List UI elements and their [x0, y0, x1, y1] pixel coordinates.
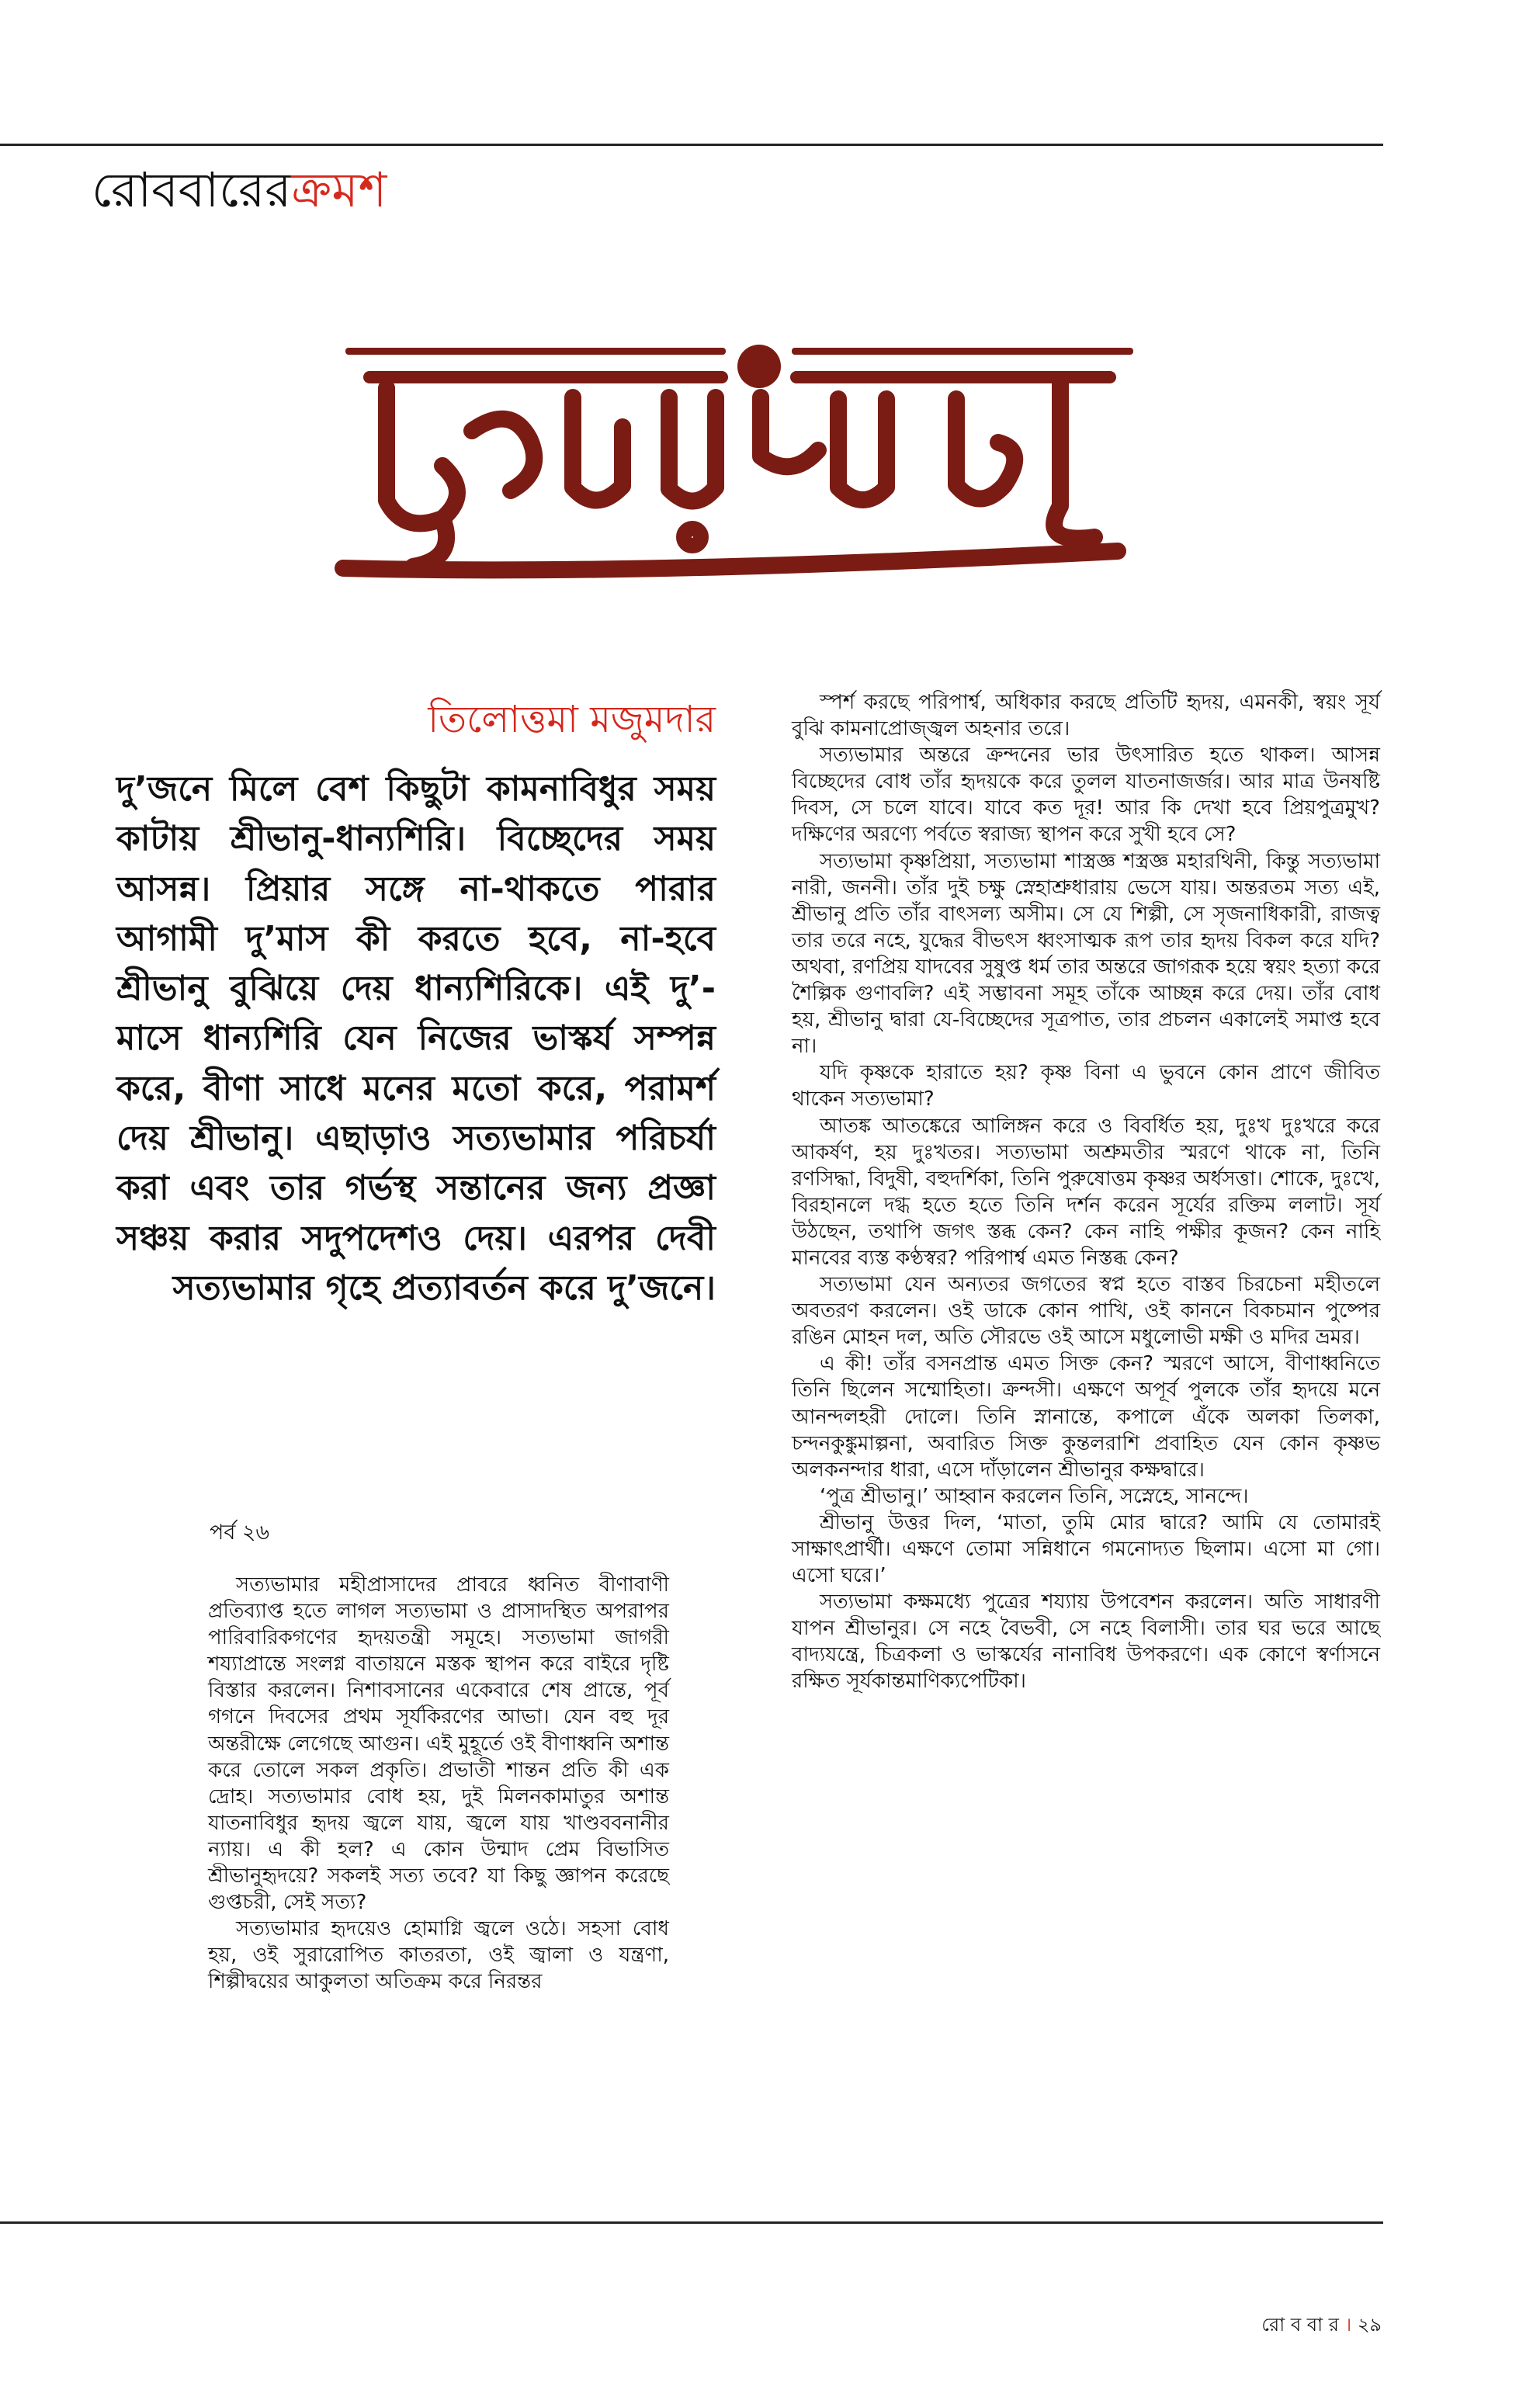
paragraph: সত্যভামা কৃষ্ণপ্রিয়া, সত্যভামা শাস্ত্রজ্ঞ শস্ত্রজ্ঞ মহারথিনী, কিন্তু সত্যভামা নারী, জননী। তাঁর দুই চক্ষু স্নেহাশ্রুধারায় ভেসে যায়। অন্তরতম সত্য এই, শ্রীভানু প্রতি তাঁর বাৎসল্য অসীম। সে যে শিল্পী, সে সৃজনাধিকারী, রাজত্ব তার তরে নহে, যুদ্ধের বীভৎস ধ্বংসাত্মক রূপ তার হৃদয় বিকল করে যদি? অথবা, রণপ্রিয় যাদবের সুষুপ্ত ধর্ম তার অন্তরে জাগরূক হয়ে স্বয়ং হত্যা করে শৈল্পিক গুণাবলি? এই সম্ভাবনা সমূহ তাঁকে আচ্ছন্ন করে দেয়। তাঁর বোধ হয়, শ্রীভানু দ্বারা যে-বিচ্ছেদের সূত্রপাত, তার প্রচলন একালেই সমাপ্ত হবে না। [792, 849, 1380, 1059]
paragraph: যদি কৃষ্ণকে হারাতে হয়? কৃষ্ণ বিনা এ ভুবনে কোন প্রাণে জীবিত থাকেন সত্যভামা? [792, 1061, 1380, 1112]
paragraph: আতঙ্ক আতঙ্কেরে আলিঙ্গন করে ও বিবর্ধিত হয়, দুঃখ দুঃখরে করে আকর্ষণ, হয় দুঃখতর। সত্যভামা অশ্রুমতীর স্মরণে থাকে না, তিনি রণসিদ্ধা, বিদুষী, বহুদর্শিকা, তিনি পুরুষোত্তম কৃষ্ণর অর্ধসত্তা। শোকে, দুঃখে, বিরহানলে দগ্ধ হতে হতে তিনি দর্শন করেন সূর্যের রক্তিম ললাট। সূর্য উঠছেন, তথাপি জগৎ স্তব্ধ কেন? কেন নাহি পক্ষীর কূজন? কেন নাহি মানবের ব্যস্ত কণ্ঠস্বর? পরিপার্শ্ব এমত নিস্তব্ধ কেন? [792, 1114, 1380, 1270]
bottom-rule [0, 2221, 1383, 2224]
page-number: ২৯ [1357, 2314, 1382, 2336]
paragraph: সত্যভামার হৃদয়েও হোমাগ্নি জ্বলে ওঠে। সহসা বোধ হয়, ওই সুরারোপিত কাতরতা, ওই জ্বালা ও যন্ত্রণা, শিল্পীদ্বয়ের আকুলতা অতিক্রম করে নিরন্তর [208, 1917, 669, 1994]
folio-separator: । [1338, 2314, 1358, 2336]
episode-number: পর্ব ২৬ [210, 1521, 270, 1545]
top-rule [0, 144, 1383, 146]
paragraph: এ কী! তাঁর বসনপ্রান্ত এমত সিক্ত কেন? স্মরণে আসে, বীণাধ্বনিতে তিনি ছিলেন সম্মোহিতা। ক্রন্দসী। এক্ষণে অপূর্ব পুলকে তাঁর হৃদয়ে মনে আনন্দলহরী দোলে। তিনি স্নানান্তে, কপালে এঁকে অলকা তিলকা, চন্দনকুঙ্কুমাল্পনা, অবারিত সিক্ত কুন্তলরাশি প্রবাহিত যেন কোন কৃষ্ণভ অলকনন্দার ধারা, এসে দাঁড়ালেন শ্রীভানুর কক্ষদ্বারে। [792, 1352, 1380, 1482]
paragraph: সত্যভামা কক্ষমধ্যে পুত্রের শয্যায় উপবেশন করলেন। অতি সাধারণী যাপন শ্রীভানুর। সে নহে বৈভবী, সে নহে বিলাসী। তার ঘর ভরে আছে বাদ্যযন্ত্রে, চিত্রকলা ও ভাস্কর্যের নানাবিধ উপকরণে। এক কোণে স্বর্ণাসনে রক্ষিত সূর্যকান্তমাণিক্যপেটিকা। [792, 1590, 1380, 1694]
magazine-name: রো ব বা র [1261, 2314, 1339, 2336]
author-name: তিলোত্তমা মজুমদার [428, 698, 716, 741]
section-prefix: রোববারের [92, 161, 292, 218]
section-label [92, 159, 387, 221]
paragraph: শ্রীভানু উত্তর দিল, ‘মাতা, তুমি মোর দ্বারে? আমি যে তোমারই সাক্ষাৎপ্রার্থী। এক্ষণে তোমা সন্নিধানে গমনোদ্যত ছিলাম। এসো মা গো। এসো ঘরে।’ [792, 1510, 1380, 1588]
paragraph: সত্যভামার মহীপ্রাসাদের প্রাবরে ধ্বনিত বীণাবাণী প্রতিব্যাপ্ত হতে লাগল সত্যভামা ও প্রাসাদস্থিত অপরাপর পারিবারিকগণের হৃদয়তন্ত্রী সমূহে। সত্যভামা জাগরী শয্যাপ্রান্তে সংলগ্ন বাতায়নে মস্তক স্থাপন করে বাইরে দৃষ্টি বিস্তার করলেন। নিশাবসানের একেবারে শেষ প্রান্তে, পূর্ব গগনে দিবসের প্রথম সূর্যকিরণের আভা। যেন বহু দূর অন্তরীক্ষে লেগেছে আগুন। এই মুহূর্তে ওই বীণাধ্বনি অশান্ত করে তোলে সকল প্রকৃতি। প্রভাতী শান্তন প্রতি কী এক দ্রোহ। সত্যভামার বোধ হয়, দুই মিলনকামাতুর অশান্ত যাতনাবিধুর হৃদয় জ্বলে যায়, জ্বলে যায় খাণ্ডববনানীর ন্যায়। এ কী হল? এ কোন উন্মাদ প্রেম বিভাসিত শ্রীভানুহৃদয়ে? সকলই সত্য তবে? যা কিছু জ্ঞাপন করেছে গুপ্তচরী, সেই সত্য? [208, 1573, 669, 1915]
paragraph: সত্যভামার অন্তরে ক্রন্দনের ভার উৎসারিত হতে থাকল। আসন্ন বিচ্ছেদের বোধ তাঁর হৃদয়কে করে তুলল যাতনাজর্জর। আর মাত্র উনষষ্টি দিবস, সে চলে যাবে। যাবে কত দূর! আর কি দেখা হবে প্রিয়পুত্রমুখ? দক্ষিণের অরণ্যে পর্বতে স্বরাজ্য স্থাপন করে সুখী হবে সে? [792, 744, 1380, 847]
article-column-left [208, 1572, 669, 1996]
article-column-right [792, 689, 1380, 1695]
page-folio [1261, 2313, 1382, 2336]
intro-summary: দু’জনে মিলে বেশ কিছুটা কামনাবিধুর সময় কাটায় শ্রীভানু-ধান্যশিরি। বিচ্ছেদের সময় আসন্ন। প্রিয়ার সঙ্গে না-থাকতে পারার আগামী দু’মাস কী করতে হবে, না-হবে শ্রীভানু বুঝিয়ে দেয় ধান্যশিরিকে। এই দু’-মাসে ধান্যশিরি যেন নিজের ভাস্কর্য সম্পন্ন করে, বীণা সাধে মনের মতো করে, পরামর্শ দেয় শ্রীভানু। এছাড়াও সত্যভামার পরিচর্যা করা এবং তার গর্ভস্থ সন্তানের জন্য প্রজ্ঞা সঞ্চয় করার সদুপদেশও দেয়। এরপর দেবী সত্যভামার গৃহে প্রত্যাবর্তন করে দু’জনে। [116, 769, 716, 1308]
paragraph: সত্যভামা যেন অন্যতর জগতের স্বপ্ন হতে বাস্তব চিরচেনা মহীতলে অবতরণ করলেন। ওই ডাকে কোন পাখি, ওই কাননে বিকচমান পুষ্পের রঙিন মোহন দল, অতি সৌরভে ওই আসে মধুলোভী মক্ষী ও মদির ভ্রমর। [792, 1273, 1380, 1350]
masthead-calligraphy [326, 334, 1149, 590]
masthead-logo [326, 334, 1149, 590]
paragraph: স্পর্শ করছে পরিপার্শ্ব, অধিকার করছে প্রতিটি হৃদয়, এমনকী, স্বয়ং সূর্য বুঝি কামনাপ্রোজ্জ্বল অহনার তরে। [792, 691, 1380, 741]
paragraph: ‘পুত্র শ্রীভানু।’ আহ্বান করলেন তিনি, সস্নেহে, সানন্দে। [820, 1484, 1249, 1508]
section-accent: ক্রমশ [291, 161, 387, 218]
